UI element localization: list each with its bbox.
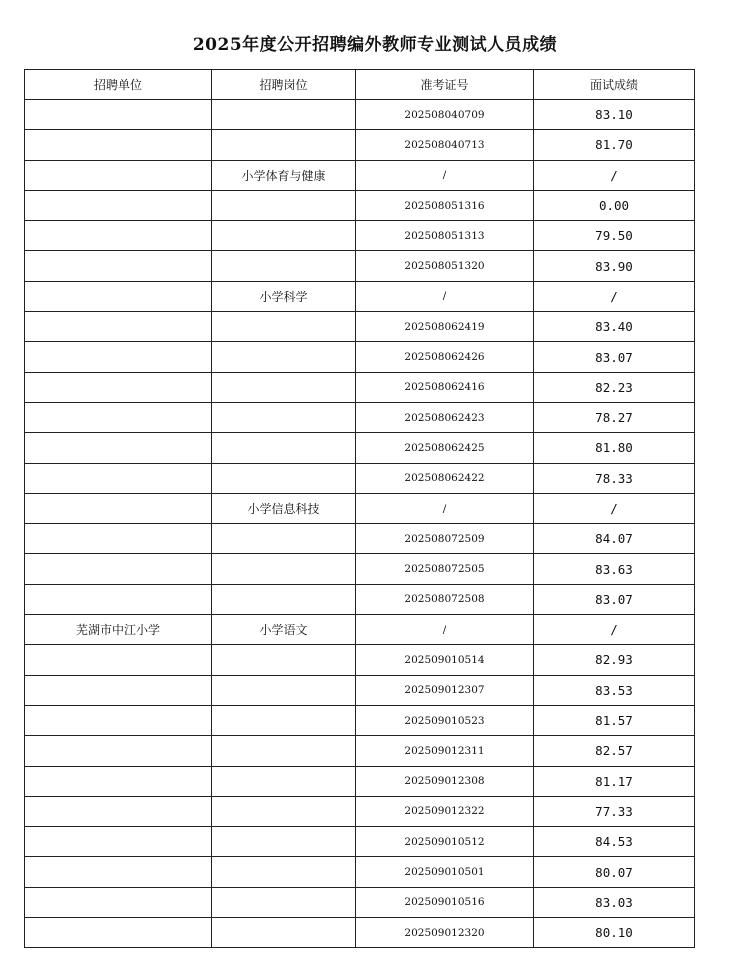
unit-cell [25,766,212,796]
score-cell: 82.23 [534,372,695,402]
score-cell: 77.33 [534,796,695,826]
table-row [25,160,695,190]
exam-id-cell: 202509010516 [356,887,534,917]
position-cell [212,100,356,130]
table-row [25,918,695,948]
score-cell: 82.57 [534,736,695,766]
exam-id-cell: 202508072509 [356,524,534,554]
table-row [25,524,695,554]
unit-cell [25,918,212,948]
unit-cell [25,160,212,190]
position-cell: 小学体育与健康 [212,160,356,190]
position-cell [212,887,356,917]
header-unit: 招聘单位 [25,70,212,100]
unit-cell [25,281,212,311]
unit-cell [25,463,212,493]
unit-cell [25,524,212,554]
exam-id-cell: / [356,281,534,311]
header-score: 面试成绩 [534,70,695,100]
unit-cell [25,190,212,220]
position-cell [212,857,356,887]
score-cell: / [534,160,695,190]
position-cell [212,221,356,251]
exam-id-cell: 202509012311 [356,736,534,766]
table-row [25,402,695,432]
table-row [25,645,695,675]
position-cell [212,705,356,735]
unit-cell [25,736,212,766]
position-cell [212,433,356,463]
exam-id-cell: 202509012320 [356,918,534,948]
exam-id-cell: 202509010512 [356,827,534,857]
score-cell: 83.07 [534,342,695,372]
table-row [25,827,695,857]
score-cell: 81.80 [534,433,695,463]
unit-cell [25,705,212,735]
exam-id-cell: 202508040713 [356,130,534,160]
table-header-row [25,70,695,100]
score-cell: 81.17 [534,766,695,796]
position-cell [212,796,356,826]
exam-id-cell: 202509012322 [356,796,534,826]
exam-id-cell: 202508062423 [356,402,534,432]
unit-cell [25,312,212,342]
position-cell [212,918,356,948]
position-cell: 小学语文 [212,615,356,645]
table-row [25,493,695,523]
position-cell: 小学科学 [212,281,356,311]
position-cell [212,766,356,796]
exam-id-cell: 202509010523 [356,705,534,735]
table-row [25,433,695,463]
position-cell [212,736,356,766]
exam-id-cell: 202508072505 [356,554,534,584]
exam-id-cell: 202508062425 [356,433,534,463]
score-cell: 81.70 [534,130,695,160]
position-cell [212,584,356,614]
exam-id-cell: 202508062419 [356,312,534,342]
table-row [25,372,695,402]
position-cell [212,675,356,705]
unit-cell [25,433,212,463]
exam-id-cell: / [356,160,534,190]
exam-id-cell: / [356,493,534,523]
unit-cell [25,372,212,402]
position-cell [212,554,356,584]
table-row [25,584,695,614]
table-row [25,887,695,917]
table-row [25,190,695,220]
table-row [25,857,695,887]
exam-id-cell: 202508040709 [356,100,534,130]
score-cell: 83.40 [534,312,695,342]
table-row [25,615,695,645]
exam-id-cell: 202508051316 [356,190,534,220]
score-cell: 80.07 [534,857,695,887]
unit-cell [25,827,212,857]
position-cell [212,402,356,432]
score-cell: / [534,281,695,311]
exam-id-cell: 202508072508 [356,584,534,614]
unit-cell [25,675,212,705]
score-cell: 0.00 [534,190,695,220]
header-position: 招聘岗位 [212,70,356,100]
score-cell: 83.63 [534,554,695,584]
score-table [24,69,695,948]
table-row [25,312,695,342]
position-cell: 小学信息科技 [212,493,356,523]
table-row [25,342,695,372]
unit-cell [25,493,212,523]
exam-id-cell: 202508051313 [356,221,534,251]
table-body [25,100,695,948]
unit-cell [25,402,212,432]
exam-id-cell: 202509010514 [356,645,534,675]
table-row [25,766,695,796]
score-cell: 78.27 [534,402,695,432]
table-row [25,675,695,705]
exam-id-cell: 202509012308 [356,766,534,796]
unit-cell [25,342,212,372]
table-row [25,796,695,826]
score-cell: 80.10 [534,918,695,948]
exam-id-cell: 202508051320 [356,251,534,281]
unit-cell [25,857,212,887]
unit-cell [25,221,212,251]
unit-cell [25,130,212,160]
table-row [25,736,695,766]
position-cell [212,251,356,281]
score-cell: / [534,615,695,645]
table-row [25,100,695,130]
position-cell [212,342,356,372]
exam-id-cell: / [356,615,534,645]
unit-cell [25,554,212,584]
position-cell [212,372,356,402]
score-cell: 81.57 [534,705,695,735]
header-exam-id: 准考证号 [356,70,534,100]
position-cell [212,645,356,675]
position-cell [212,190,356,220]
score-cell: 82.93 [534,645,695,675]
unit-cell [25,645,212,675]
unit-cell [25,887,212,917]
table-row [25,705,695,735]
position-cell [212,463,356,493]
table-row [25,130,695,160]
exam-id-cell: 202509010501 [356,857,534,887]
position-cell [212,312,356,342]
table-row [25,554,695,584]
table-row [25,463,695,493]
unit-cell [25,100,212,130]
position-cell [212,130,356,160]
score-cell: 83.03 [534,887,695,917]
score-cell: 84.53 [534,827,695,857]
table-row [25,251,695,281]
table-row [25,221,695,251]
table-row [25,281,695,311]
exam-id-cell: 202508062416 [356,372,534,402]
score-cell: 83.10 [534,100,695,130]
unit-cell [25,251,212,281]
page-title: 2025年度公开招聘编外教师专业测试人员成绩 [192,35,558,55]
unit-cell [25,584,212,614]
score-cell: / [534,493,695,523]
score-cell: 78.33 [534,463,695,493]
score-cell: 83.07 [534,584,695,614]
score-cell: 83.53 [534,675,695,705]
exam-id-cell: 202509012307 [356,675,534,705]
score-cell: 83.90 [534,251,695,281]
score-cell: 79.50 [534,221,695,251]
unit-cell [25,796,212,826]
score-cell: 84.07 [534,524,695,554]
position-cell [212,827,356,857]
position-cell [212,524,356,554]
exam-id-cell: 202508062422 [356,463,534,493]
exam-id-cell: 202508062426 [356,342,534,372]
unit-cell: 芜湖市中江小学 [25,615,212,645]
